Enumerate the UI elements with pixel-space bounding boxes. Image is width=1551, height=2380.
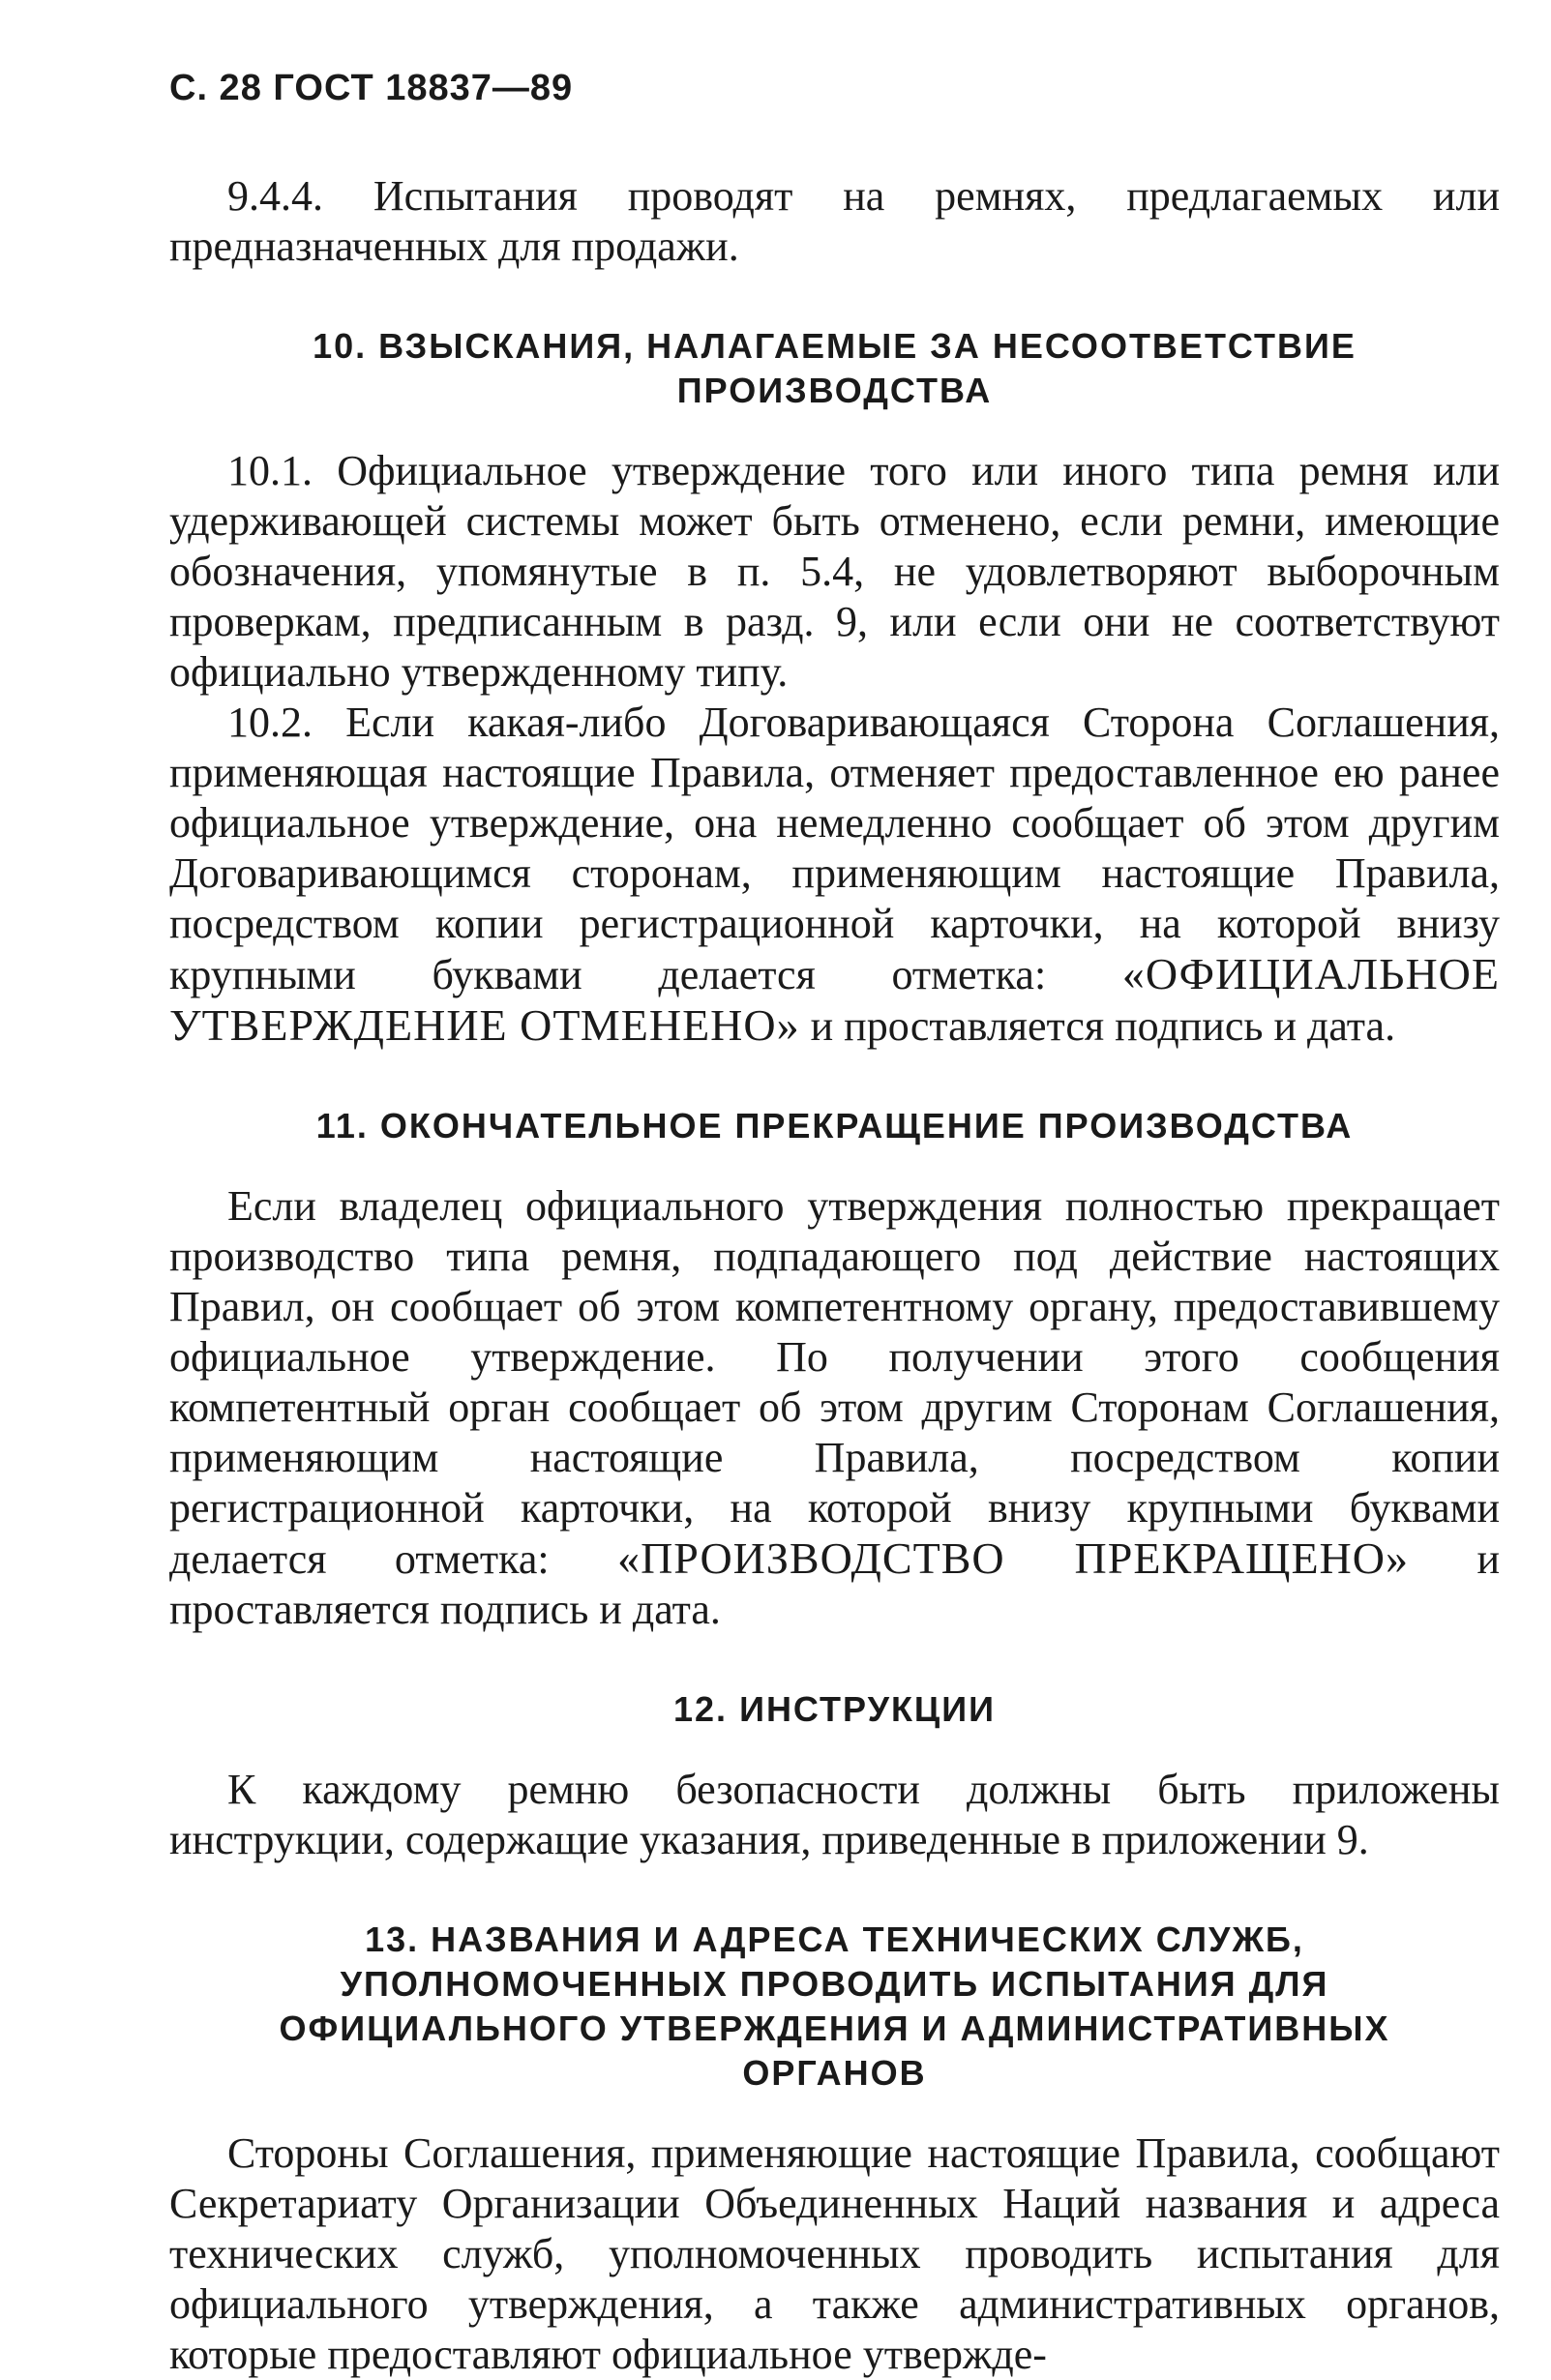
paragraph-10-2-end: и проставляется подпись и дата. [799,1002,1396,1050]
paragraph-10-1: 10.1. Официальное утверждение того или иного типа ремня или удерживающей системы может быть отменено, если ремни, имеющие обозначения, упомянутые в п. 5.4, не удовлетворяют выборочным проверкам, предписанным в разд. 9, или если они не соответствуют официально утвержденному типу. [169,447,1500,696]
paragraph-10-2-text: 10.2. Если какая-либо Договаривающаяся Сторона Соглашения, применяющая настоящие Правила, отменяет предоставленное ею ранее официальное утверждение, она немедленно сообщает об этом другим Договаривающимся сторонам, применяющим настоящие Правила, посредством копии регистрационной карточки, на которой внизу крупными буквами делается отметка: [169,699,1500,998]
running-head: С. 28 ГОСТ 18837—89 [169,68,574,108]
paragraph-12: К каждому ремню безопасности должны быть приложены инструкции, содержащие указания, приведенные в приложении 9. [169,1766,1500,1863]
paragraph-13: Стороны Соглашения, применяющие настоящие Правила, сообщают Секретариату Организации Объединенных Наций названия и адреса технических служб, уполномоченных проводить испытания для официального утверждения, а также административных органов, которые предоставляют официальное утвержде- [169,2129,1500,2378]
section-13-heading-line-4: ОРГАНОВ [742,2053,927,2093]
section-10-heading-line-1: 10. ВЗЫСКАНИЯ, НАЛАГАЕМЫЕ ЗА НЕСООТВЕТСТВИЕ [313,326,1357,366]
section-10-heading [169,324,1500,413]
section-13-heading-line-3: ОФИЦИАЛЬНОГО УТВЕРЖДЕНИЯ И АДМИНИСТРАТИВНЫХ [279,2008,1390,2048]
section-11-heading-line: 11. ОКОНЧАТЕЛЬНОЕ ПРЕКРАЩЕНИЕ ПРОИЗВОДСТВА [315,1106,1354,1145]
paragraph-11-text: Если владелец официального утверждения полностью прекращает производство типа ремня, подпадающего под действие настоящих Правил, он сообщает об этом компетентному органу, предоставившему официальное утверждение. По получении этого сообщения компетентный орган сообщает об этом другим Сторонам Соглашения, применяющим настоящие Правила, посредством копии регистрационной карточки, на которой внизу крупными буквами делается отметка: [169,1182,1500,1583]
paragraph-10-2-mark: «ОФИЦИАЛЬНОЕ УТВЕРЖДЕНИЕ ОТМЕНЕНО» [169,949,1500,1050]
paragraph-9-4-4: 9.4.4. Испытания проводят на ремнях, предлагаемых или предназначенных для продажи. [169,172,1500,270]
paragraph-10-2 [169,698,1500,1052]
section-12-heading [169,1687,1500,1732]
document-page [169,68,1500,2380]
section-13-heading-line-1: 13. НАЗВАНИЯ И АДРЕСА ТЕХНИЧЕСКИХ СЛУЖБ, [365,1919,1304,1959]
section-13-heading [169,1918,1500,2096]
section-10-heading-line-2: ПРОИЗВОДСТВА [676,371,993,410]
paragraph-11-mark: «ПРОИЗВОДСТВО ПРЕКРАЩЕНО» [617,1533,1409,1583]
section-12-heading-line: 12. ИНСТРУКЦИИ [673,1689,996,1729]
section-11-heading [169,1104,1500,1148]
paragraph-11 [169,1181,1500,1635]
section-13-heading-line-2: УПОЛНОМОЧЕННЫХ ПРОВОДИТЬ ИСПЫТАНИЯ ДЛЯ [340,1964,1329,2004]
paragraph-11-end: и проставляется подпись и дата. [169,1535,1500,1633]
